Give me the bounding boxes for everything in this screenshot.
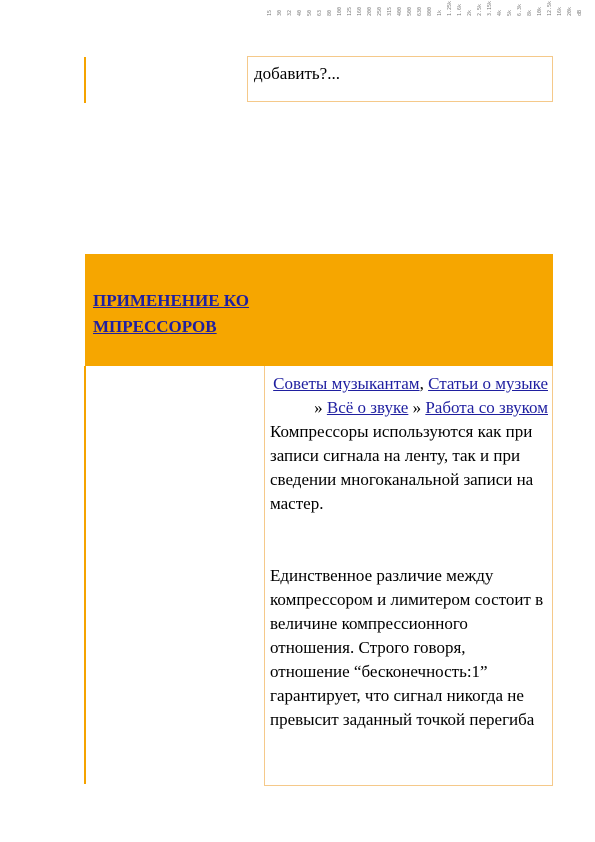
frequency-label: 8k [527,9,533,16]
frequency-label: 6.3k [517,3,523,16]
breadcrumb-link-all-about-sound[interactable]: Всё о звуке [326,398,409,417]
frequency-label: 40 [297,9,303,16]
article-content [264,366,553,786]
breadcrumb-separator: » [314,398,327,417]
frequency-label: 10k [537,6,543,16]
frequency-label: 2.5k [477,3,483,16]
frequency-label: 500 [407,6,413,16]
title-banner [85,254,553,366]
frequency-label: 1.25k [447,0,453,16]
frequency-label: 630 [417,6,423,16]
breadcrumb-link-musicians-tips[interactable]: Советы музыкантам [273,374,420,393]
page-title-link[interactable]: ПРИМЕНЕНИЕ КОМПРЕССОРОВ [93,291,249,336]
frequency-label: 63 [317,9,323,16]
frequency-label: 400 [397,6,403,16]
left-border-line-top [84,57,86,103]
add-comment-text: добавить?... [254,64,340,83]
frequency-label: 5k [507,9,513,16]
frequency-label: 200 [367,6,373,16]
frequency-label: 4k [497,9,503,16]
frequency-label: 50 [307,9,313,16]
article-paragraph-1: Компрессоры используются как при записи сигнала на ленту, так и при сведении многоканальной записи на мастер. [270,422,534,513]
breadcrumb-separator: » [408,398,426,417]
frequency-label: 1.6k [457,3,463,16]
frequency-label: 30 [277,9,283,16]
frequency-label: 2k [467,9,473,16]
frequency-label: 315 [387,6,393,16]
frequency-label: 32 [287,9,293,16]
frequency-label: 16k [557,6,563,16]
frequency-label-strip [267,0,583,16]
frequency-label: 100 [337,6,343,16]
frequency-label: 3.15k [487,0,493,16]
frequency-label: 12.5k [547,0,553,16]
frequency-label: 800 [427,6,433,16]
frequency-label: 125 [347,6,353,16]
frequency-label: 80 [327,9,333,16]
frequency-label: 1k [437,9,443,16]
add-comment-box[interactable] [247,56,553,102]
breadcrumb [270,372,548,420]
breadcrumb-separator: , [419,374,429,393]
frequency-label: 160 [357,6,363,16]
frequency-label: 250 [377,6,383,16]
breadcrumb-link-sound-work[interactable]: Работа со звуком [425,398,548,417]
frequency-label: 15 [267,9,273,16]
breadcrumb-link-music-articles[interactable]: Статьи о музыке [428,374,548,393]
left-border-line-body [84,366,86,784]
frequency-label: dB [577,9,583,16]
frequency-label: 20k [567,6,573,16]
article-paragraph-2: Единственное различие между компрессором и лимитером состоит в величине компрессионного отношения. Строго говоря, отношение “бесконечность:1” гарантирует, что сигнал никогда не превысит заданный точкой перегиба [270,566,544,729]
